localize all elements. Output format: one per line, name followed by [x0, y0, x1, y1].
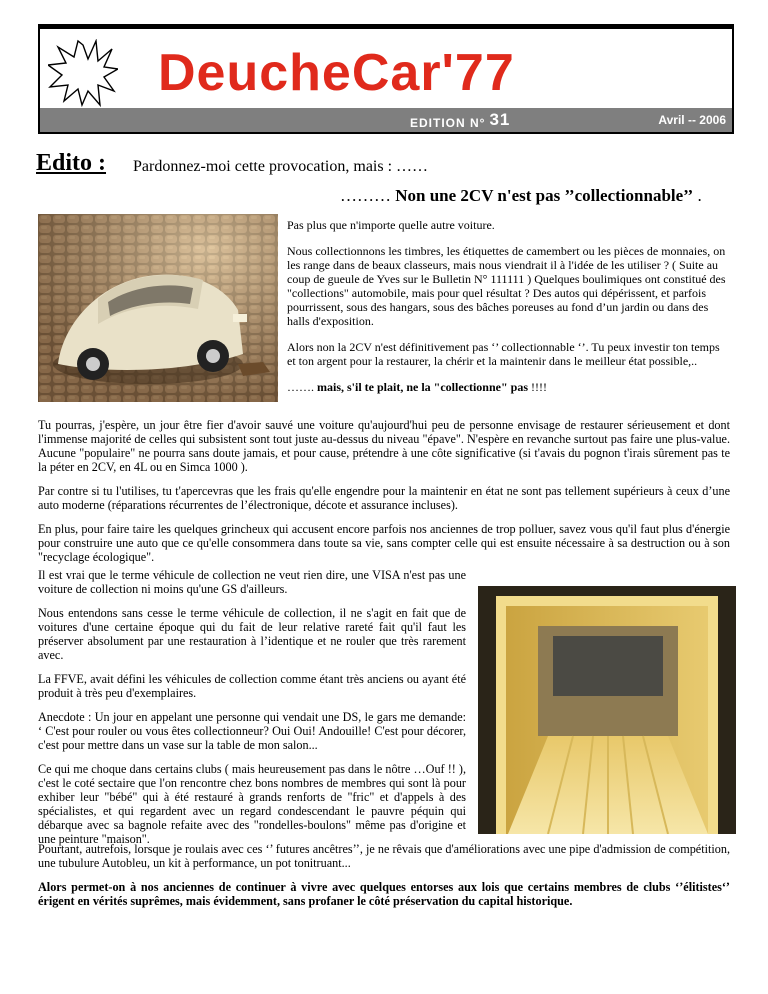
punch-prefix: ……… [340, 186, 396, 205]
edito-intro: Pardonnez-moi cette provocation, mais : …… [133, 158, 429, 175]
paragraph: La FFVE, avait défini les véhicules de collection comme étant très anciens ou ayant été produit à très peu d'exemplaires. [38, 672, 466, 700]
full-width-text-2 [38, 842, 730, 918]
left-column-text [38, 568, 466, 856]
right-column-text [287, 218, 727, 406]
closing-bold: mais, s'il te plait, ne la "collectionne" pas [317, 380, 528, 394]
closing-prefix: ……. [287, 380, 317, 394]
closing-suffix: !!!! [527, 380, 547, 394]
paragraph: En plus, pour faire taire les quelques grincheux qui accusent encore parfois nos anciennes de trop polluer, savez vous qu'il faut plus d'énergie pour construire une auto que ce qu'elle consommera dans toute sa vie, sans compter celle qui est ensuite nécessaire à sa destruction ou à son "recyclage écologique". [38, 522, 730, 564]
2cv-on-cobblestones-photo [38, 214, 278, 402]
paragraph: Nous collectionnons les timbres, les étiquettes de camembert ou les pièces de monnaies, on les range dans de beaux classeurs, mais nous viendrait il à l'idée de les utiliser ? ( Suite au coup de gueule de Yves sur le Bulletin N° 111111 ) Quelques boulimiques ont constitué des "collections" automobile, mais pour quel résultat ? Des autos qui dépérissent, et parfois pourrissent, sous des hangars, sous des bâches poreuses au fond d’un jardin ou dans des halls d'exposition. [287, 244, 726, 328]
paragraph: Alors non la 2CV n'est définitivement pas ‘’ collectionnable ‘’. Tu peux investir ton temps et ton argent pour la restaurer, la chérir et la maintenir dans le meilleur état possible,.. [287, 340, 720, 368]
edition-date: Avril -- 2006 [658, 113, 726, 127]
closing-bold-text: Alors permet-on à nos anciennes de continuer à vivre avec quelques entorses aux lois que certains membres de clubs ‘’élitistes‘’ érigent en vérités suprêmes, mais évidemment, sans profaner le côté préservation du capital historique. [38, 880, 730, 908]
closing-line [287, 380, 727, 394]
paragraph: Par contre si tu l'utilises, tu t'apercevras que les frais qu'elle engendre pour la maintenir en état ne sont pas tellement supérieurs à ceux d’une auto moderne (réparations récurrentes de l’électronique, décote et assurance incluses). [38, 484, 730, 512]
edito-punchline [340, 186, 702, 206]
full-width-text-1 [38, 418, 730, 574]
starburst-logo-icon [48, 39, 118, 107]
publication-title: DeucheCar'77 [158, 44, 515, 102]
edition-band [40, 108, 732, 132]
paragraph: Nous entendons sans cesse le terme véhicule de collection, il ne s'agit en fait que de voitures d'une certaine époque qui du fait de leur relative rareté fait qu'il faut les préserver absolument par une restauration à l’identique et ne rouler que très rarement avec. [38, 606, 466, 662]
masthead-header [38, 24, 734, 134]
closing-paragraph [38, 880, 730, 908]
edito-heading: Edito : [36, 150, 107, 176]
paragraph: Pourtant, autrefois, lorsque je roulais avec ces ‘’ futures ancêtres’’, je ne rêvais que d'améliorations avec une pipe d'admission de compétition, une tubulure Autobleu, un kit à performance, un pot tonitruant... [38, 842, 730, 870]
edition-label: EDITION N° [410, 116, 486, 130]
edition-number: 31 [489, 110, 511, 129]
paragraph: Pas plus que n'importe quelle autre voiture. [287, 218, 495, 232]
punch-main: Non une 2CV n'est pas ’’collectionnable’’ [395, 186, 694, 205]
punch-suffix: . [693, 186, 702, 205]
edition-info [410, 112, 510, 132]
paragraph: Ce qui me choque dans certains clubs ( mais heureusement pas dans le nôtre …Ouf !! ), c'est le coté sectaire que l'on rencontre chez bons nombres de membres qui sont là pour exhiber leur "bébé" qui à été restauré à grands renforts de "fric" et d'appels à des spécialistes, et qui regardent avec un regard condescendant le pauvre péquin qui débarque avec sa bagnole refaite avec des "rondelles-boulons" même pas d'origine et une peinture "maison". [38, 762, 466, 846]
van-interior-photo [478, 586, 736, 834]
paragraph: Tu pourras, j'espère, un jour être fier d'avoir sauvé une voiture qu'aujourd'hui peu de personne envisage de restaurer sérieusement et dont l'immense majorité de celles qui subsistent sont tout juste au-dessus du niveau "épave". N'espère en revanche surtout pas faire une plus-value. Aucune "populaire" ne pourra sans doute jamais, et pour cause, prétendre à une côte significative (si t'avais du pognon t'irais sûrement pas te la péter en 2CV, en 4L ou en Simca 1000 ). [38, 418, 730, 474]
paragraph: Anecdote : Un jour en appelant une personne qui vendait une DS, le gars me demande: ‘ C'est pour rouler ou vous êtes collectionneur? Oui Oui! Andouille! C'est pour décorer, c'est pour mettre dans un vase sur la table de mon salon... [38, 710, 466, 752]
paragraph: Il est vrai que le terme véhicule de collection ne veut rien dire, une VISA n'est pas une voiture de collection ni moins qu'une GS d'ailleurs. [38, 568, 466, 596]
